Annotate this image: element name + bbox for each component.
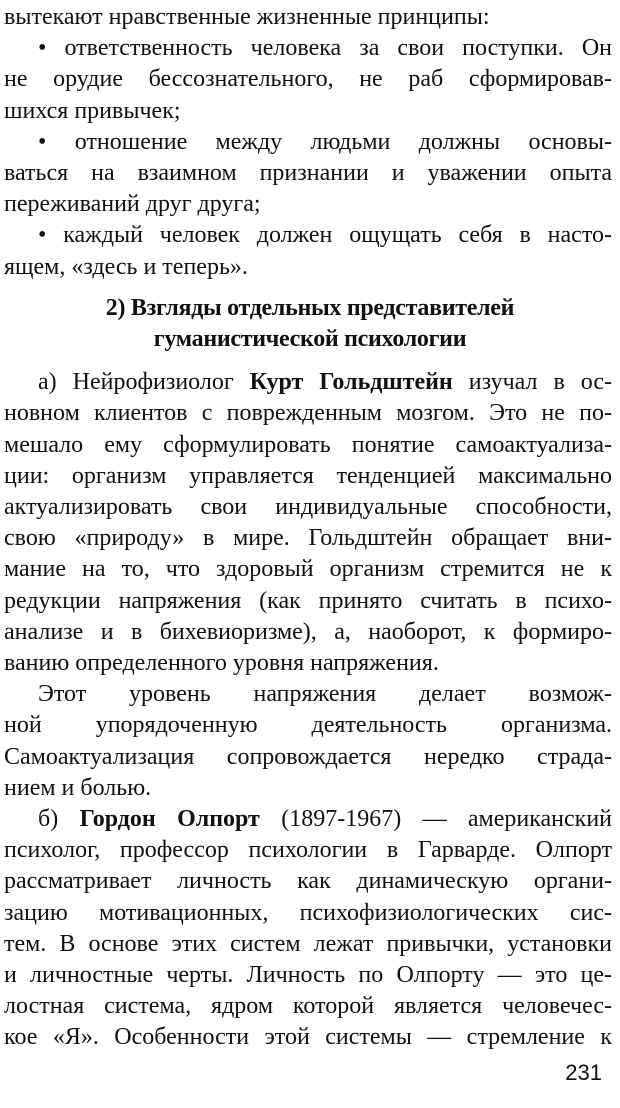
text-line: свою «природу» в мире. Гольдштейн обращает вни-: [4, 525, 612, 552]
text-line: нием и болью.: [4, 774, 152, 801]
text-line: • каждый человек должен ощущать себя в насто-: [38, 222, 612, 249]
text-line: кое «Я». Особенности этой системы — стремление к: [4, 1024, 612, 1051]
text-span: изучал в ос-: [452, 369, 612, 396]
text-line: Самоактуализация сопровождается нередко страда-: [4, 743, 612, 770]
text-line: зацию мотивационных, психофизиологических сис-: [4, 899, 612, 926]
text-line: редукции напряжения (как принято считать в психо-: [4, 587, 612, 614]
text-line: • отношение между людьми должны основы-: [38, 128, 612, 155]
text-line: мание на то, что здоровый организм стремится не к: [4, 556, 612, 583]
text-line: [38, 804, 612, 835]
text-line: анализе и в бихевиоризме), а, наоборот, к формиро-: [4, 618, 612, 645]
text-span: а) Нейрофизиолог: [38, 369, 250, 396]
text-line: [38, 367, 612, 398]
text-line: мешало ему сформулировать понятие самоактуализа-: [4, 431, 612, 458]
text-line: лостная система, ядром которой является человечес-: [4, 993, 612, 1020]
page-number: 231: [565, 1060, 602, 1085]
section-heading-line: 2) Взгляды отдельных представителей: [105, 294, 515, 321]
text-line: • ответственность человека за свои поступки. Он: [38, 35, 612, 62]
text-line: ванию определенного уровня напряжения.: [4, 650, 439, 676]
text-line: актуализировать свои индивидуальные способности,: [4, 494, 612, 520]
text-span: б): [38, 806, 80, 832]
text-line: Этот уровень напряжения делает возмож-: [38, 681, 612, 708]
text-line: ваться на взаимном признании и уважении опыта: [4, 160, 612, 186]
text-line: не орудие бессознательного, не раб сформировав-: [4, 66, 612, 93]
text-line: шихся привычек;: [4, 97, 181, 124]
text-line: переживаний друг друга;: [4, 191, 261, 218]
text-line: ной упорядоченную деятельность организма.: [4, 712, 612, 739]
text-line: ящем, «здесь и теперь».: [4, 253, 248, 280]
text-line: психолог, профессор психологии в Гарварде. Олпорт: [4, 837, 612, 864]
text-line: ции: организм управляется тенденцией максимально: [4, 462, 612, 489]
person-name: Гордон Олпорт: [79, 806, 260, 832]
section-heading-line: гуманистической психологии: [153, 326, 467, 352]
text-line: новном клиентов с поврежденным мозгом. Это не по-: [4, 400, 612, 427]
text-span: (1897-1967) — американский: [259, 806, 613, 832]
text-line: вытекают нравственные жизненные принципы:: [4, 4, 490, 30]
person-name: Курт Гольдштейн: [249, 369, 453, 396]
text-line: и личностные черты. Личность по Олпорту — это це-: [4, 962, 612, 988]
text-line: тем. В основе этих систем лежат привычки, установки: [4, 930, 612, 957]
text-line: рассматривает личность как динамическую органи-: [4, 868, 612, 895]
